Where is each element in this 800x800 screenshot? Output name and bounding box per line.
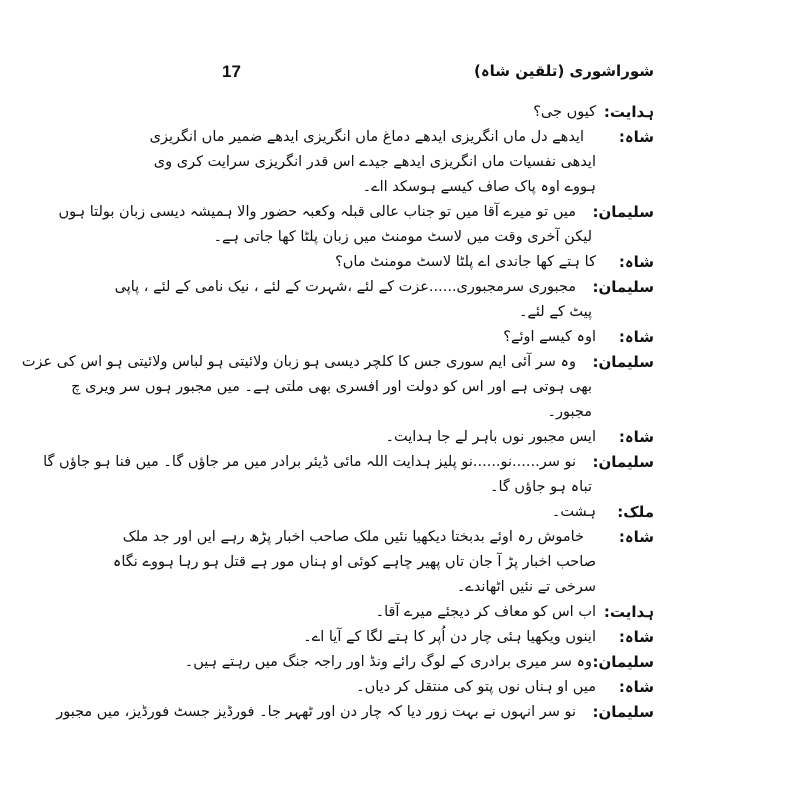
dialogue-continuation	[222, 175, 654, 200]
speech-text: لیکن آخری وقت میں لاسٹ مومنٹ میں زبان پلٹا کھا جاتی ہے۔	[213, 229, 592, 245]
dialogue-continuation	[71, 375, 654, 400]
speech-text: نو سر......نو......نو پلیز ہدایت اللہ مائی ڈیئر برادر میں مر جاؤں گا۔ میں فنا ہو جاؤں گا	[43, 454, 576, 470]
speech-text: ہووے اوہ پاک صاف کیسے ہوسکد ااے۔	[362, 179, 596, 195]
dialogue-line	[122, 525, 654, 550]
speech-text: کیوں جی؟	[533, 104, 596, 120]
dialogue-line	[222, 600, 654, 625]
speaker-label: سلیمان:	[592, 353, 654, 371]
dialogue-line	[184, 650, 654, 675]
dialogue-continuation	[222, 475, 654, 500]
speaker-label: شاہ:	[618, 128, 654, 146]
speaker-label: سلیمان:	[592, 703, 654, 721]
dialogue-continuation	[213, 225, 654, 250]
speaker-label: شاہ:	[618, 678, 654, 696]
speaker-label: سلیمان:	[592, 453, 654, 471]
dialogue-line	[43, 450, 654, 475]
speaker-label: شاہ:	[618, 328, 654, 346]
speech-text: خاموش رہ اوئے بدبختا دیکھیا نئیں ملک صاحب اخبار پڑھ رہے ایں اور جد ملک	[122, 529, 584, 545]
speaker-label: سلیمان:	[592, 653, 654, 671]
speech-text: مجبوری سرمجبوری......عزت کے لئے ،شہرت کے لئے ، نیک نامی کے لئے ، پاپی	[114, 279, 576, 295]
speech-text: بھی ہوتی ہے اور اس کو دولت اور افسری بھی ملتی ہے۔ میں مجبور ہوں سر ویری چ	[71, 379, 592, 395]
speaker-label: ہدایت:	[603, 603, 654, 621]
speech-text: میں او ہناں نوں پتو کی منتقل کر دیاں۔	[356, 679, 596, 695]
speech-text: اینوں ویکھیا ہئی چار دن اُپر کا ہتے لگا کے آیا اے۔	[303, 629, 596, 645]
speech-text: اوہ کیسے اوئے؟	[503, 329, 596, 345]
dialogue-line	[149, 125, 654, 150]
speech-text: ہشت۔	[551, 504, 596, 520]
dialogue-continuation	[153, 150, 654, 175]
dialogue-line	[56, 700, 654, 725]
speaker-label: شاہ:	[618, 253, 654, 271]
dialogue-line	[222, 100, 654, 125]
speaker-label: سلیمان:	[592, 278, 654, 296]
dialogue-continuation	[112, 550, 654, 575]
speech-text: وہ سر آئی ایم سوری جس کا کلچر دیسی ہو زبان ولائیتی ہو لباس ولائیتی ہو اس کی عزت	[21, 354, 576, 370]
running-title: شوراشوری (تلقین شاہ)	[474, 62, 654, 80]
dialogue-line	[222, 625, 654, 650]
speech-text: کا ہتے کھا جاندی اے پلٹا لاسٹ مومنٹ ماں؟	[335, 254, 596, 270]
page-number: 17	[222, 62, 241, 81]
speech-text: وہ سر میری برادری کے لوگ رائے ونڈ اور راجہ جنگ میں رہتے ہیں۔	[184, 654, 592, 670]
dialogue-line	[222, 250, 654, 275]
dialogue-line	[222, 425, 654, 450]
dialogue-body	[21, 100, 654, 725]
speaker-label: شاہ:	[618, 528, 654, 546]
dialogue-line	[21, 350, 654, 375]
speech-text: ایدھی نفسیات ماں انگریزی ایدھے جیدے اس قدر انگریزی سرایت کری وی	[153, 154, 596, 170]
speaker-label: شاہ:	[618, 628, 654, 646]
speech-text: ایدھے دل ماں انگریزی ایدھے دماغ ماں انگریزی ایدھے ضمیر ماں انگریزی	[149, 129, 584, 145]
dialogue-line	[114, 275, 654, 300]
speech-text: نو سر انہوں نے بہت زور دیا کہ چار دن اور ٹھہر جا۔ فورڈیز جسٹ فورڈیز، میں مجبور	[56, 704, 576, 720]
speech-text: صاحب اخبار پڑ آ جان تاں پھیر چاہے کوئی او ہناں مور ہے قتل ہو رہا ہووے نگاہ	[112, 554, 596, 570]
speech-text: مجبور۔	[547, 404, 592, 420]
speech-text: سرخی تے نئیں اٹھاندے۔	[456, 579, 596, 595]
speaker-label: ہدایت:	[603, 103, 654, 121]
dialogue-line	[222, 500, 654, 525]
speaker-label: شاہ:	[618, 428, 654, 446]
speaker-label: سلیمان:	[592, 203, 654, 221]
page-header	[222, 62, 654, 86]
dialogue-continuation	[222, 400, 654, 425]
dialogue-continuation	[222, 300, 654, 325]
speech-text: ایس مجبور نوں باہر لے جا ہدایت۔	[385, 429, 596, 445]
speech-text: میں تو میرے آقا میں تو جناب عالی قبلہ وکعبہ حضور والا ہمیشہ دیسی زبان بولتا ہوں	[58, 204, 576, 220]
dialogue-line	[58, 200, 654, 225]
dialogue-line	[222, 675, 654, 700]
speech-text: اب اس کو معاف کر دیجئے میرے آقا۔	[375, 604, 596, 620]
speech-text: تباہ ہو جاؤں گا۔	[490, 479, 592, 495]
speech-text: پیٹ کے لئے۔	[518, 304, 592, 320]
speaker-label: ملک:	[617, 503, 654, 521]
dialogue-line	[222, 325, 654, 350]
dialogue-continuation	[222, 575, 654, 600]
